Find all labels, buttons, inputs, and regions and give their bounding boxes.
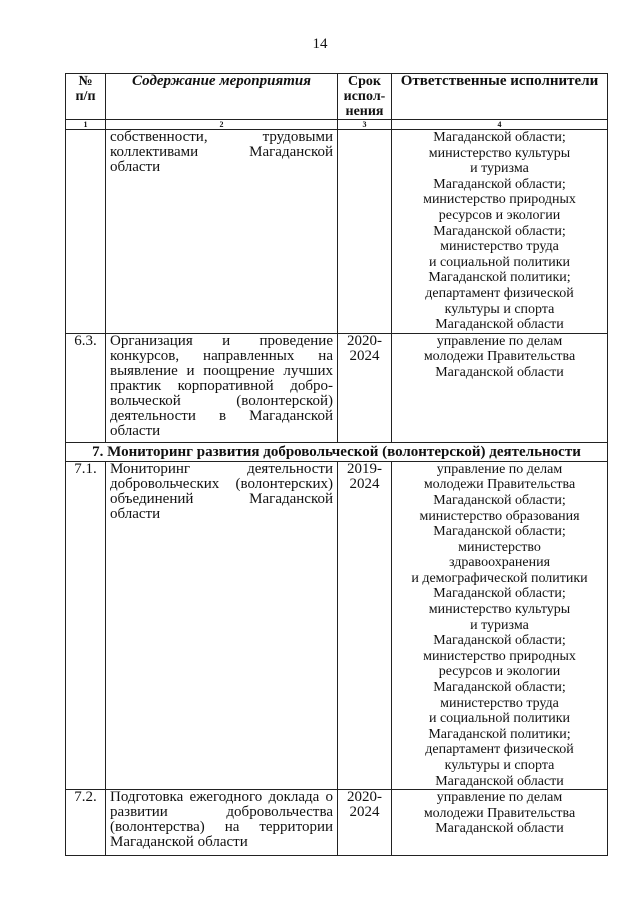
- row-content: собственности, трудовыми коллективами Магаданской области: [106, 130, 338, 334]
- table-row: [66, 130, 608, 334]
- table-row: [66, 333, 608, 442]
- table-header-row: [66, 74, 608, 120]
- row-responsible: управление по делам молодежи Правительства Магаданской области: [392, 790, 608, 856]
- header-number: № п/п: [66, 74, 106, 120]
- table-row: [66, 790, 608, 856]
- header-content: Содержание мероприятия: [106, 74, 338, 120]
- column-index: 3: [338, 120, 392, 130]
- table-row: [66, 461, 608, 789]
- column-index: 1: [66, 120, 106, 130]
- section-row: [66, 442, 608, 461]
- row-content: Мониторинг деятельности добровольческих (волонтерских) объединений Магаданской области: [106, 461, 338, 789]
- row-deadline: 2020-2024: [338, 333, 392, 442]
- row-number: [66, 130, 106, 334]
- row-deadline: 2019-2024: [338, 461, 392, 789]
- column-index: 4: [392, 120, 608, 130]
- column-index: 2: [106, 120, 338, 130]
- row-deadline: 2020-2024: [338, 790, 392, 856]
- events-table: [65, 73, 608, 856]
- row-number: 7.1.: [66, 461, 106, 789]
- section-title: 7. Мониторинг развития добровольческой (волонтерской) деятельности: [66, 442, 608, 461]
- row-deadline: [338, 130, 392, 334]
- page-number: 14: [312, 36, 328, 52]
- row-content: Организация и проведение конкурсов, направленных на выявление и поощрение лучших практик корпоративной добро-вольческой (волонтерской) деятельности в Магаданской области: [106, 333, 338, 442]
- row-responsible: управление по делам молодежи Правительства Магаданской области; министерство образования Магаданской области; министерство здравоохранения и демографической политики Магаданской области; министерство культуры и туризма Магаданской области; министерство природных ресурсов и экологии Магаданской области; министерство труда и социальной политики Магаданской политики; департамент физической культуры и спорта Магаданской области: [392, 461, 608, 789]
- row-responsible: Магаданской области; министерство культуры и туризма Магаданской области; министерство природных ресурсов и экологии Магаданской области; министерство труда и социальной политики Магаданской политики; департамент физической культуры и спорта Магаданской области: [392, 130, 608, 334]
- header-deadline: Срок испол- нения: [338, 74, 392, 120]
- row-number: 6.3.: [66, 333, 106, 442]
- column-index-row: [66, 120, 608, 130]
- row-number: 7.2.: [66, 790, 106, 856]
- row-responsible: управление по делам молодежи Правительства Магаданской области: [392, 333, 608, 442]
- header-responsible: Ответственные исполнители: [392, 74, 608, 120]
- row-content: Подготовка ежегодного доклада о развитии добровольчества (волонтерства) на территории Магаданской области: [106, 790, 338, 856]
